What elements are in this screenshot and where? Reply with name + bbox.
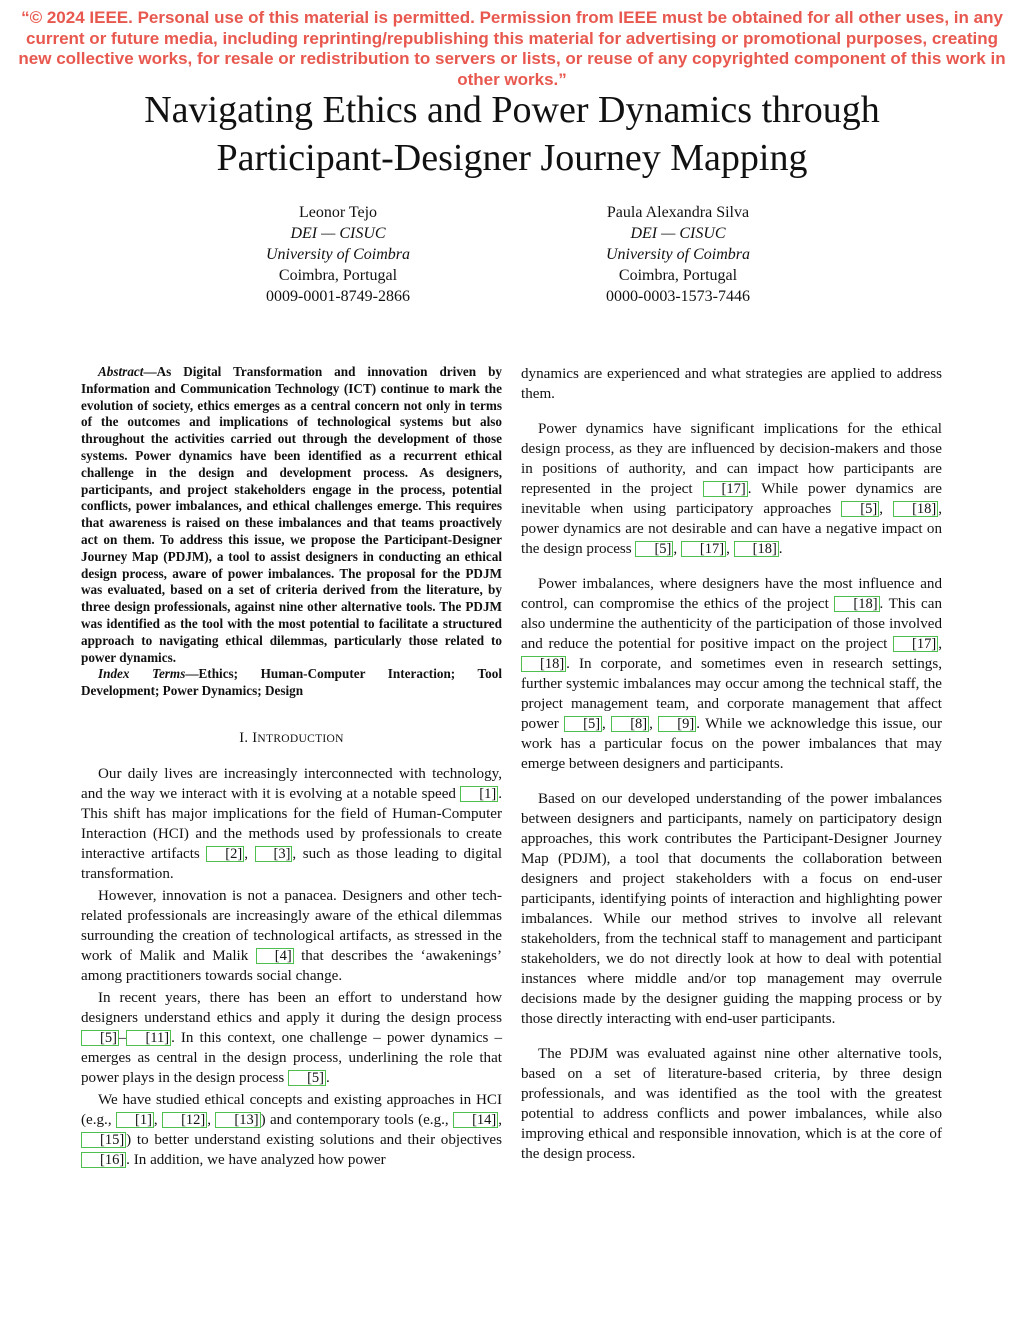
author-location: Coimbra, Portugal bbox=[618, 267, 738, 284]
citation-link[interactable]: [5] bbox=[635, 541, 673, 557]
text-run: , bbox=[207, 1111, 216, 1128]
text-run: , bbox=[602, 716, 612, 732]
author-department: DEI — CISUC bbox=[290, 225, 386, 242]
abstract-label: Abstract bbox=[98, 364, 144, 379]
author-university: University of Coimbra bbox=[606, 246, 750, 263]
left-column bbox=[81, 364, 502, 1172]
citation-link[interactable]: [11] bbox=[126, 1030, 171, 1046]
text-run: In recent years, there has been an effort to understand how designers understand ethics and apply it during the design process bbox=[81, 989, 502, 1026]
copyright-notice: “© 2024 IEEE. Personal use of this material is permitted. Permission from IEEE must be obtained for all other uses, in any current or future media, including reprinting/republishing this material for advertising or promotional purposes, creating new collective works, for resale or redistribution to servers or lists, or reuse of any copyrighted component of this work in other works.” bbox=[18, 8, 1006, 89]
citation-link[interactable]: [1] bbox=[460, 786, 498, 802]
citation-link[interactable]: [18] bbox=[521, 656, 566, 672]
section-heading-introduction bbox=[81, 730, 502, 747]
text-run: , such as those leading to digital transformation. bbox=[81, 845, 503, 882]
author-university: University of Coimbra bbox=[266, 246, 410, 263]
text-run: Power imbalances, where designers have the most influence and control, can compromise the ethics of the project bbox=[521, 576, 942, 612]
text-run: , bbox=[649, 716, 659, 732]
author-orcid: 0000-0003-1573-7446 bbox=[606, 288, 750, 305]
citation-link[interactable]: [8] bbox=[611, 716, 649, 732]
author-orcid: 0009-0001-8749-2866 bbox=[266, 288, 410, 305]
text-run: . This can also undermine the authenticity of the participation of those involved and reduce the potential for positive impact on the project bbox=[521, 596, 943, 652]
citation-link[interactable]: [17] bbox=[681, 541, 726, 557]
section-number: I. bbox=[239, 729, 249, 746]
citation-link[interactable]: [17] bbox=[893, 636, 938, 652]
citation-link[interactable]: [18] bbox=[734, 541, 779, 557]
title-line-2: Participant-Designer Journey Mapping bbox=[216, 137, 808, 179]
text-run: , bbox=[938, 636, 942, 652]
text-run: , bbox=[673, 541, 681, 557]
citation-link[interactable]: [9] bbox=[658, 716, 696, 732]
intro-paragraph-4 bbox=[81, 1090, 502, 1170]
text-run: We have studied ethical concepts and existing approaches in HCI (e.g., bbox=[81, 1091, 502, 1128]
author-name: Leonor Tejo bbox=[298, 204, 378, 221]
text-run: . While we acknowledge this issue, our work has a particular focus on the power imbalances that may emerge between designers and participants. bbox=[521, 716, 943, 772]
intro-paragraph-2 bbox=[81, 886, 502, 986]
intro-paragraph-3 bbox=[81, 988, 502, 1088]
citation-link[interactable]: [13] bbox=[215, 1112, 260, 1128]
author-name: Paula Alexandra Silva bbox=[606, 204, 750, 221]
text-run: Power dynamics have significant implications for the ethical design process, as they are influenced by decision-makers and those in positions of authority, and can impact how participants are represented in the project bbox=[521, 421, 942, 497]
citation-link[interactable]: [14] bbox=[453, 1112, 498, 1128]
citation-link[interactable]: [4] bbox=[256, 948, 294, 964]
text-run: Our daily lives are increasingly interconnected with technology, and the way we interact with it is evolving at a notable speed bbox=[81, 765, 502, 802]
citation-link[interactable]: [17] bbox=[703, 481, 748, 497]
text-run: – bbox=[118, 1029, 127, 1046]
text-run: , bbox=[244, 845, 255, 862]
text-run: . This shift has major implications for the field of Human-Computer Interaction (HCI) and the methods used by professionals to create interactive artifacts bbox=[81, 785, 502, 862]
citation-link[interactable]: [12] bbox=[162, 1112, 207, 1128]
index-terms-label: Index Terms bbox=[98, 666, 186, 682]
author-block-1 bbox=[188, 202, 488, 307]
author-department: DEI — CISUC bbox=[630, 225, 726, 242]
abstract bbox=[81, 364, 502, 666]
citation-link[interactable]: [15] bbox=[81, 1132, 126, 1148]
text-run: . While power dynamics are inevitable when using participatory approaches bbox=[521, 481, 942, 517]
citation-link[interactable]: [16] bbox=[81, 1152, 126, 1168]
text-run: , power dynamics are not desirable and can have a negative impact on the design process bbox=[521, 501, 943, 557]
paper-title bbox=[60, 86, 964, 182]
text-run: , bbox=[153, 1111, 163, 1128]
section-title-rest: NTRODUCTION bbox=[257, 732, 344, 745]
text-run: , bbox=[879, 501, 894, 517]
text-run: . bbox=[326, 1069, 330, 1086]
citation-link[interactable]: [1] bbox=[116, 1112, 154, 1128]
abstract-separator: — bbox=[143, 364, 157, 379]
text-run: , bbox=[726, 541, 734, 557]
author-location: Coimbra, Portugal bbox=[278, 267, 398, 284]
index-terms-separator: — bbox=[185, 666, 199, 682]
citation-link[interactable]: [3] bbox=[255, 846, 293, 862]
title-line-1: Navigating Ethics and Power Dynamics through bbox=[144, 89, 880, 131]
index-terms bbox=[81, 666, 502, 700]
citation-link[interactable]: [5] bbox=[841, 501, 879, 517]
citation-link[interactable]: [18] bbox=[834, 596, 879, 612]
text-run: . In this context, one challenge – power dynamics – emerges as central in the design process, underlining the role that power plays in the design process bbox=[81, 1029, 502, 1086]
section-title-initial: I bbox=[252, 729, 258, 746]
intro-paragraph-5 bbox=[521, 419, 942, 559]
text-run: . In addition, we have analyzed how power bbox=[126, 1151, 386, 1168]
intro-paragraph-8: The PDJM was evaluated against nine other alternative tools, based on a set of literature-based criteria, by three design professionals, and was identified as the tool with the greatest potential to address conflicts and power imbalances, while also improving ethical and responsible innovation, which is at the core of the design process. bbox=[521, 1046, 942, 1162]
text-run: , bbox=[498, 1111, 503, 1128]
citation-link[interactable]: [18] bbox=[893, 501, 938, 517]
text-run: that describes the ‘awakenings’ among practitioners towards social change. bbox=[81, 947, 502, 984]
text-run: However, innovation is not a panacea. Designers and other tech-related professionals are increasingly aware of the ethical dilemmas surrounding the creation of technological artifacts, as stressed in the work of Malik and Malik bbox=[81, 887, 502, 964]
text-run: ) to better understand existing solutions and their objectives bbox=[126, 1131, 502, 1148]
intro-paragraph-7: Based on our developed understanding of the power imbalances between designers and participants, namely on participatory design approaches, this work contributes the Participant-Designer Journey Map (PDJM), a tool that documents the collaboration between designers and project stakeholders with a focus on end-user participants, identifying points of interaction and highlighting power imbalances. While our method strives to involve all relevant stakeholders, from the technical staff to management and participant stakeholders, we do not directly look at how to deal with potential instances where middle and/or top management may overrule decisions made by the designer guiding the mapping process or by those directly interacting with end-user participants. bbox=[521, 791, 942, 1027]
text-run: ) and contemporary tools (e.g., bbox=[260, 1111, 454, 1128]
intro-paragraph-1 bbox=[81, 764, 502, 884]
abstract-text: As Digital Transformation and innovation driven by Information and Communication Technology (ICT) continue to mark the evolution of society, ethics emerges as a central concern not only in terms of the outcomes and implications of technological systems but also throughout the activities carried out through the development of those systems. Power dynamics have been identified as a recurrent ethical challenge in the design and development process. As designers, participants, and project stakeholders engage in the process, potential conflicts, power imbalances, and ethical challenges emerge. This requires that awareness is raised on these imbalances and that teams proactively act on them. To address this issue, we propose the Participant-Designer Journey Map (PDJM), a tool to assist designers in conducting an ethical design process, aware of power imbalances. The proposal for the PDJM was evaluated, based on a set of criteria derived from the literature, by three design professionals, against nine other alternative tools. The PDJM was identified as the tool with the most potential to facilitate a structured approach to navigating ethical dilemmas, particularly those related to power dynamics. bbox=[81, 364, 502, 665]
right-column bbox=[521, 364, 942, 1179]
citation-link[interactable]: [2] bbox=[206, 846, 244, 862]
text-run: . In corporate, and sometimes even in research settings, further systemic imbalances may occur among the technical staff, the project management team, and corporate management that affect power bbox=[521, 656, 942, 732]
index-terms-text: Ethics; Human-Computer Interaction; Tool Development; Power Dynamics; Design bbox=[81, 666, 502, 699]
author-block-2 bbox=[528, 202, 828, 307]
citation-link[interactable]: [5] bbox=[288, 1070, 326, 1086]
citation-link[interactable]: [5] bbox=[81, 1030, 119, 1046]
intro-paragraph-4-continued: dynamics are experienced and what strategies are applied to address them. bbox=[521, 366, 942, 402]
citation-link[interactable]: [5] bbox=[564, 716, 602, 732]
text-run: . bbox=[778, 541, 783, 557]
intro-paragraph-6 bbox=[521, 574, 942, 774]
